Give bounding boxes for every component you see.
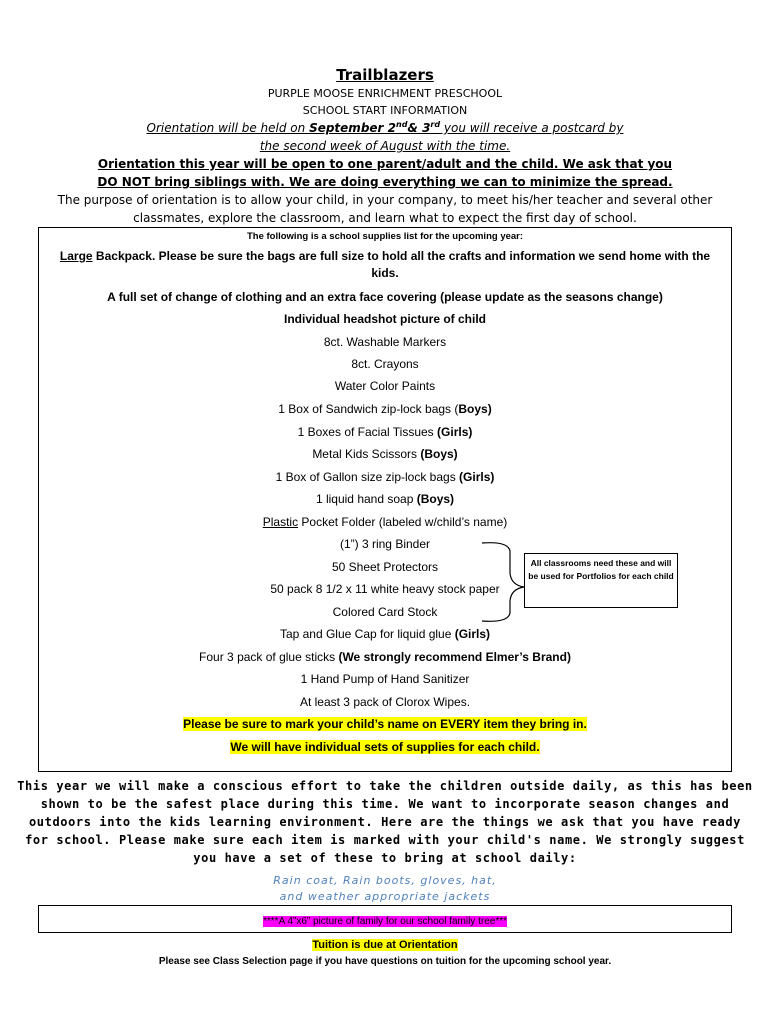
supply-card-stock: Colored Card Stock	[332, 605, 438, 619]
portfolio-bracket	[478, 537, 528, 625]
supplies-list-box	[38, 227, 732, 772]
class-selection-note: Please see Class Selection page if you have questions on tuition for the upcoming school year.	[158, 956, 612, 967]
supply-scissors: Metal Kids Scissors (Boys)	[312, 447, 458, 461]
supply-clorox: At least 3 pack of Clorox Wipes.	[299, 695, 471, 709]
page-title: Trailblazers	[336, 66, 434, 84]
rain-gear-line-2: and weather appropriate jackets	[279, 890, 491, 903]
document-subtitle: SCHOOL START INFORMATION	[302, 104, 468, 117]
orientation-date-line: Orientation will be held on September 2nd& 3rd you will receive a postcard by	[146, 120, 624, 135]
rain-gear-line-1: Rain coat, Rain boots, gloves, hat,	[273, 874, 497, 887]
school-name: PURPLE MOOSE ENRICHMENT PRESCHOOL	[267, 87, 503, 100]
supply-pocket-folder: Plastic Pocket Folder (labeled w/child’s name)	[262, 515, 508, 529]
supply-clothing: A full set of change of clothing and an extra face covering (please update as the seasons change)	[107, 290, 663, 304]
supply-sanitizer: 1 Hand Pump of Hand Sanitizer	[300, 672, 470, 686]
supply-gallon-bags: 1 Box of Gallon size zip-lock bags (Girls)	[275, 470, 495, 484]
supply-glue-cap: Tap and Glue Cap for liquid glue (Girls)	[279, 627, 491, 641]
supply-glue-sticks: Four 3 pack of glue sticks (We strongly recommend Elmer’s Brand)	[199, 650, 571, 664]
supply-stock-paper: 50 pack 8 1/2 x 11 white heavy stock paper	[270, 582, 500, 596]
supply-headshot: Individual headshot picture of child	[283, 312, 486, 326]
supply-binder: (1”) 3 ring Binder	[339, 537, 431, 551]
tuition-due-note: Tuition is due at Orientation	[312, 939, 458, 951]
outdoors-line-2: shown to be the safest place during this time. We want to incorporate season changes and	[40, 797, 730, 811]
orientation-purpose-line-2: classmates, explore the classroom, and learn what to expect the first day of school.	[133, 211, 637, 225]
outdoors-line-4: for school. Please make sure each item is marked with your child's name. We strongly suggest	[25, 833, 745, 847]
orientation-open-line-1: Orientation this year will be open to one parent/adult and the child. We ask that you	[97, 157, 673, 171]
supply-crayons: 8ct. Crayons	[351, 357, 419, 371]
orientation-purpose-line-1: The purpose of orientation is to allow your child, in your company, to meet his/her teacher and several other	[57, 193, 713, 207]
supply-tissues: 1 Boxes of Facial Tissues (Girls)	[297, 425, 473, 439]
individual-sets-note: We will have individual sets of supplies for each child.	[230, 740, 540, 754]
outdoors-line-3: outdoors into the kids learning environment. Here are the things we ask that you have ready	[28, 815, 742, 829]
orientation-postcard-line: the second week of August with the time.	[259, 139, 511, 153]
supply-backpack: Large Backpack. Please be sure the bags are full size to hold all the crafts and information we send home with the	[59, 249, 711, 263]
supply-backpack-cont: kids.	[371, 266, 399, 280]
supply-sandwich-bags: 1 Box of Sandwich zip-lock bags (Boys)	[278, 402, 492, 416]
supply-paints: Water Color Paints	[334, 379, 436, 393]
supply-sheet-protectors: 50 Sheet Protectors	[331, 560, 439, 574]
outdoors-line-1: This year we will make a conscious effort to take the children outside daily, as this has been	[17, 779, 753, 793]
mark-name-reminder: Please be sure to mark your child’s name on EVERY item they bring in.	[183, 717, 587, 731]
orientation-open-line-2: DO NOT bring siblings with. We are doing everything we can to minimize the spread.	[97, 175, 673, 189]
portfolio-note: All classrooms need these and will be used for Portfolios for each child	[524, 553, 678, 608]
supplies-intro: The following is a school supplies list for the upcoming year:	[246, 231, 524, 242]
supply-hand-soap: 1 liquid hand soap (Boys)	[315, 492, 455, 506]
outdoors-line-5: you have a set of these to bring at school daily:	[193, 851, 577, 865]
family-photo-request: ****A 4”x6” picture of family for our school family tree***	[263, 916, 507, 927]
supply-markers: 8ct. Washable Markers	[323, 335, 447, 349]
